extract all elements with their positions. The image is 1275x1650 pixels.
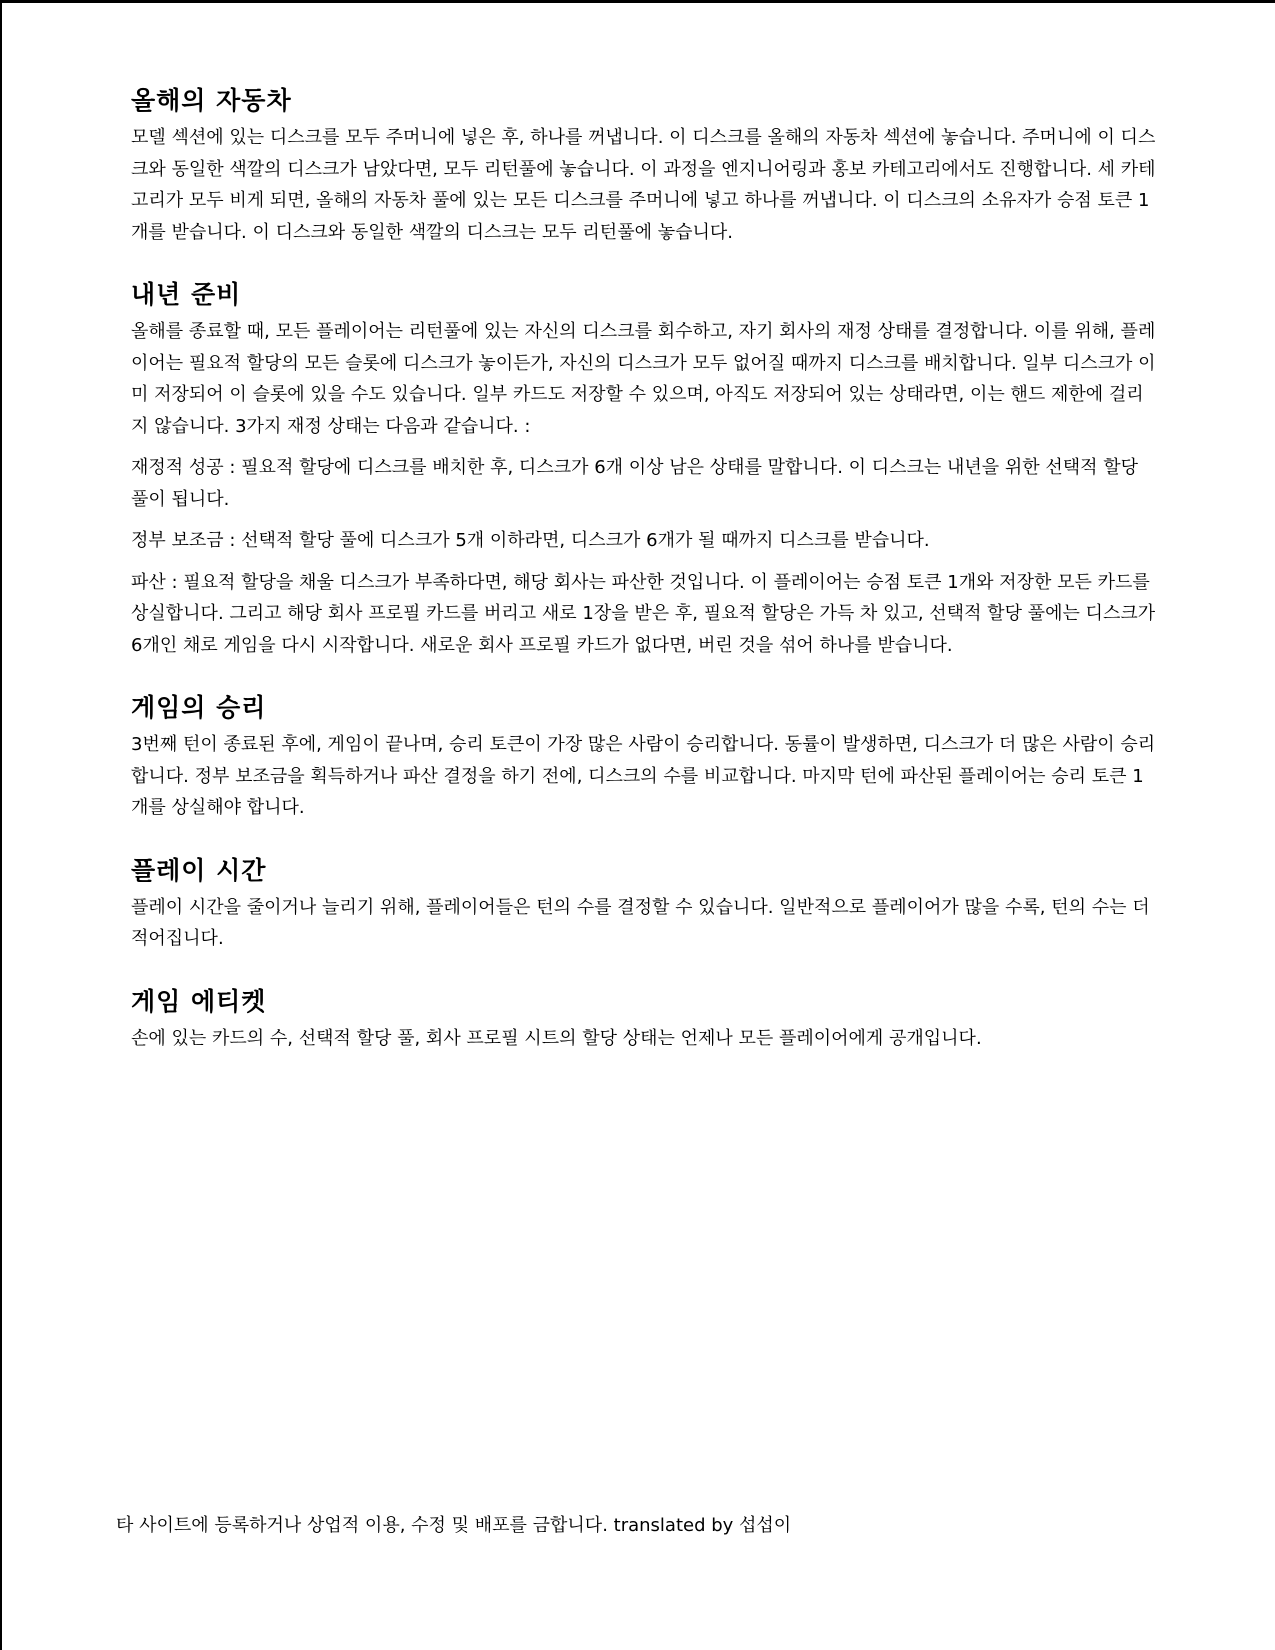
- section-heading: 플레이 시간: [131, 855, 267, 885]
- rule-government-subsidy: 정부 보조금 : 선택적 할당 풀에 디스크가 5개 이하라면, 디스크가 6개가 될 때까지 디스크를 받습니다.: [131, 530, 930, 551]
- rule-bankruptcy: 파산 : 필요적 할당을 채울 디스크가 부족하다면, 해당 회사는 파산한 것입니다. 이 플레이어는 승점 토큰 1개와 저장한 모든 카드를 상실합니다. 그리고 해당 회사 프로필 카드를 버리고 새로 1장을 받은 후, 필요적 할당은 가득 차 있고, 선택적 할당 풀에는 디스크가 6개인 채로 게임을 다시 시작합니다. 새로운 회사 프로필 카드가 없다면, 버린 것을 섞어 하나를 받습니다.: [131, 571, 1156, 656]
- section-car-of-the-year: [131, 84, 1161, 248]
- section-game-victory: [131, 691, 1161, 824]
- section-game-etiquette: [131, 985, 1161, 1055]
- section-paragraph: 손에 있는 카드의 수, 선택적 할당 풀, 회사 프로필 시트의 할당 상태는 언제나 모든 플레이어에게 공개입니다.: [131, 1027, 982, 1049]
- section-next-year-prep: [131, 278, 1161, 661]
- rules-document: [131, 84, 1161, 1054]
- footer-notice: 타 사이트에 등록하거나 상업적 이용, 수정 및 배포를 금합니다. translated by 섭섭이: [116, 1515, 792, 1536]
- section-paragraph: 플레이 시간을 줄이거나 늘리기 위해, 플레이어들은 턴의 수를 결정할 수 있습니다. 일반적으로 플레이어가 많을 수록, 턴의 수는 더 적어집니다.: [131, 896, 1150, 949]
- top-border: [0, 0, 1275, 3]
- rule-financial-success: 재정적 성공 : 필요적 할당에 디스크를 배치한 후, 디스크가 6개 이상 남은 상태를 말합니다. 이 디스크는 내년을 위한 선택적 할당 풀이 됩니다.: [131, 457, 1139, 510]
- section-play-time: [131, 854, 1161, 955]
- left-border: [0, 0, 2, 1650]
- section-heading: 게임 에티켓: [131, 986, 267, 1016]
- section-heading: 내년 준비: [131, 280, 242, 309]
- section-paragraph: 3번째 턴이 종료된 후에, 게임이 끝나며, 승리 토큰이 가장 많은 사람이 승리합니다. 동률이 발생하면, 디스크가 더 많은 사람이 승리합니다. 정부 보조금을 획득하거나 파산 결정을 하기 전에, 디스크의 수를 비교합니다. 마지막 턴에 파산된 플레이어는 승리 토큰 1개를 상실해야 합니다.: [131, 734, 1156, 818]
- section-heading: 올해의 자동차: [131, 86, 292, 115]
- section-paragraph: 올해를 종료할 때, 모든 플레이어는 리턴풀에 있는 자신의 디스크를 회수하고, 자기 회사의 재정 상태를 결정합니다. 이를 위해, 플레이어는 필요적 할당의 모든 슬롯에 디스크가 놓이든가, 자신의 디스크가 모두 없어질 때까지 디스크를 배치합니다. 일부 디스크가 이미 저장되어 이 슬롯에 있을 수도 있습니다. 일부 카드도 저장할 수 있으며, 아직도 저장되어 있는 상태라면, 이는 핸드 제한에 걸리지 않습니다. 3가지 재정 상태는 다음과 같습니다. :: [131, 321, 1156, 437]
- section-heading: 게임의 승리: [131, 693, 267, 722]
- section-paragraph: 모델 섹션에 있는 디스크를 모두 주머니에 넣은 후, 하나를 꺼냅니다. 이 디스크를 올해의 자동차 섹션에 놓습니다. 주머니에 이 디스크와 동일한 색깔의 디스크가 남았다면, 모두 리턴풀에 놓습니다. 이 과정을 엔지니어링과 홍보 카테고리에서도 진행합니다. 세 카테고리가 모두 비게 되면, 올해의 자동차 풀에 있는 모든 디스크를 주머니에 넣고 하나를 꺼냅니다. 이 디스크의 소유자가 승점 토큰 1개를 받습니다. 이 디스크와 동일한 색깔의 디스크는 모두 리턴풀에 놓습니다.: [131, 127, 1156, 243]
